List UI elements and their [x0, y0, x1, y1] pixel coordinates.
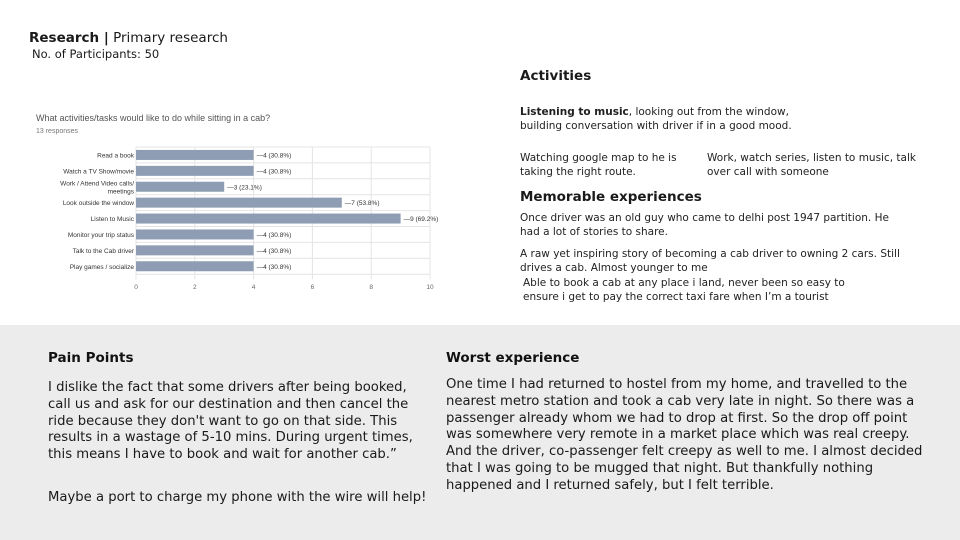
x-tick-label: 0	[134, 284, 138, 292]
chart-category-labels	[60, 152, 135, 270]
data-label: —4 (30.8%)	[256, 247, 292, 255]
category-label: Watch a TV Show/movie	[63, 168, 134, 176]
memorable-heading: Memorable experiences	[520, 189, 702, 205]
pain-point-quote: I dislike the fact that some drivers after being booked, call us and ask for our destination and then cancel the ride because they don't want to go on that side. This results in a wastage of 5-10 mins. During urgent times, this means I have to book and wait for another cab.”	[48, 380, 413, 463]
activity-item: Work, watch series, listen to music, talk over call with someone	[707, 152, 916, 178]
data-label: —7 (53.8%)	[344, 200, 380, 208]
worst-experience-heading: Worst experience	[446, 350, 580, 366]
pain-point-quote: Maybe a port to charge my phone with the wire will help!	[48, 490, 427, 505]
pain-points-heading: Pain Points	[48, 350, 134, 366]
bar	[136, 214, 401, 224]
activity-item	[520, 105, 820, 133]
activity-item-bold: Listening to music	[520, 106, 629, 118]
bar	[136, 245, 254, 255]
activity-item: Watching google map to he is taking the right route.	[520, 152, 677, 178]
category-label: Read a book	[97, 152, 134, 160]
memorable-item: A raw yet inspiring story of becoming a cab driver to owning 2 cars. Still drives a cab. Almost younger to me	[520, 248, 900, 274]
chart-title: What activities/tasks would like to do while sitting in a cab?	[36, 113, 271, 123]
activity-item-rest: , looking out from the window, building conversation with driver if in a good mood.	[520, 106, 792, 132]
participants-count: No. of Participants: 50	[32, 47, 160, 61]
data-label: —9 (69.2%)	[403, 216, 439, 224]
x-tick-label: 8	[369, 284, 374, 292]
bar	[136, 182, 224, 192]
bar	[136, 229, 254, 239]
memorable-item: Able to book a cab at any place i land, never been so easy to ensure i get to pay the correct taxi fare when I’m a tourist	[523, 277, 845, 303]
activities-heading: Activities	[520, 68, 592, 84]
x-tick-label: 6	[310, 284, 315, 292]
data-label: —4 (30.8%)	[256, 168, 292, 176]
chart-value-labels	[227, 152, 438, 270]
category-label: Look outside the window	[62, 200, 134, 208]
data-label: —3 (23.1%)	[227, 184, 262, 192]
page-title-bold: Research |	[29, 30, 109, 46]
bar	[136, 150, 254, 160]
chart-subtitle: 13 responses	[36, 128, 79, 135]
page-title-rest: Primary research	[113, 30, 228, 46]
category-label: Monitor your trip status	[67, 231, 134, 239]
data-label: —4 (30.8%)	[256, 152, 292, 160]
worst-experience-text: One time I had returned to hostel from my home, and travelled to the nearest metro station and took a cab very late in night. So there was a passenger already whom we had to drop at first. So the drop off point was somewhere very remote in a market place which was real creepy. And the driver, co-passenger felt creepy as well to me. I almost decided that I was going to be mugged that night. But thankfully nothing happened and I returned safely, but I felt terrible.	[446, 377, 923, 493]
bar	[136, 198, 342, 208]
bar	[136, 261, 254, 271]
chart-x-ticks	[134, 284, 434, 291]
activities-bar-chart	[30, 104, 450, 294]
bar	[136, 166, 254, 176]
category-label: Work / Attend Video calls/	[60, 180, 134, 188]
memorable-item: Once driver was an old guy who came to delhi post 1947 partition. He had a lot of stories to share.	[520, 212, 889, 238]
category-label: Talk to the Cab driver	[72, 247, 134, 255]
category-label: Play games / socialize	[69, 263, 134, 271]
page-title	[29, 30, 228, 46]
x-tick-label: 2	[192, 284, 197, 292]
data-label: —4 (30.8%)	[256, 231, 292, 239]
data-label: —4 (30.8%)	[256, 263, 292, 271]
x-tick-label: 4	[251, 284, 256, 292]
x-tick-label: 10	[426, 284, 434, 292]
category-label: Listen to Music	[90, 216, 134, 224]
category-label: meetings	[107, 188, 134, 196]
